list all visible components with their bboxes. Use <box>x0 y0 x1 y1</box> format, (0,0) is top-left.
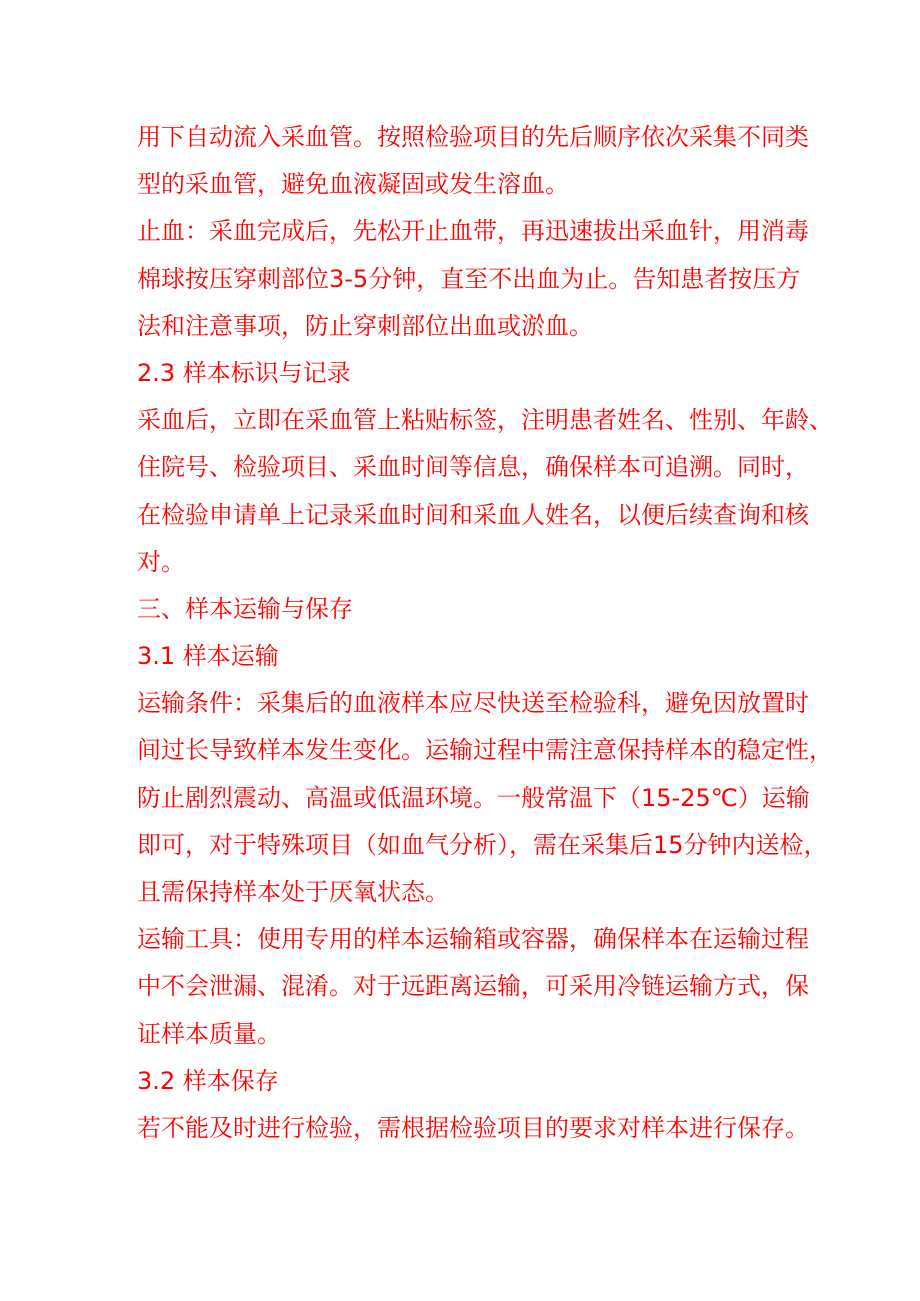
text-line: 型的采血管，避免血液凝固或发生溶血。 <box>137 170 569 199</box>
chapter-heading: 三、样本运输与保存 <box>137 594 353 623</box>
text-line: 若不能及时进行检验，需根据检验项目的要求对样本进行保存。 <box>137 1113 809 1142</box>
section-heading: 3.2 样本保存 <box>137 1066 279 1095</box>
text-line: 即可，对于特殊项目（如血气分析），需在采集后15分钟内送检， <box>137 830 828 859</box>
text-line: 住院号、检验项目、采血时间等信息，确保样本可追溯。同时， <box>137 453 809 482</box>
text-line: 防止剧烈震动、高温或低温环境。一般常温下（15-25℃）运输 <box>137 783 810 812</box>
text-line: 用下自动流入采血管。按照检验项目的先后顺序依次采集不同类 <box>137 123 809 151</box>
document-body <box>137 114 833 1152</box>
section-heading: 3.1 样本运输 <box>137 642 279 671</box>
text-line: 运输条件：采集后的血液样本应尽快送至检验科，避免因放置时 <box>137 689 809 718</box>
text-line: 且需保持样本处于厌氧状态。 <box>137 878 449 906</box>
text-line: 运输工具：使用专用的样本运输箱或容器，确保样本在运输过程 <box>137 925 809 954</box>
section-heading: 2.3 样本标识与记录 <box>137 358 351 387</box>
text-line: 止血：采血完成后，先松开止血带，再迅速拔出采血针，用消毒 <box>137 217 809 246</box>
text-line: 在检验申请单上记录采血时间和采血人姓名，以便后续查询和核 <box>137 500 809 529</box>
text-line: 棉球按压穿刺部位3-5分钟，直至不出血为止。告知患者按压方 <box>137 264 801 293</box>
text-line: 间过长导致样本发生变化。运输过程中需注意保持样本的稳定性， <box>137 736 833 765</box>
text-line: 中不会泄漏、混淆。对于远距离运输，可采用冷链运输方式，保 <box>137 972 809 1001</box>
text-line: 证样本质量。 <box>137 1019 281 1048</box>
text-line: 采血后，立即在采血管上粘贴标签，注明患者姓名、性别、年龄、 <box>137 406 833 435</box>
text-line: 法和注意事项，防止穿刺部位出血或淤血。 <box>137 311 593 340</box>
text-line: 对。 <box>137 547 185 576</box>
